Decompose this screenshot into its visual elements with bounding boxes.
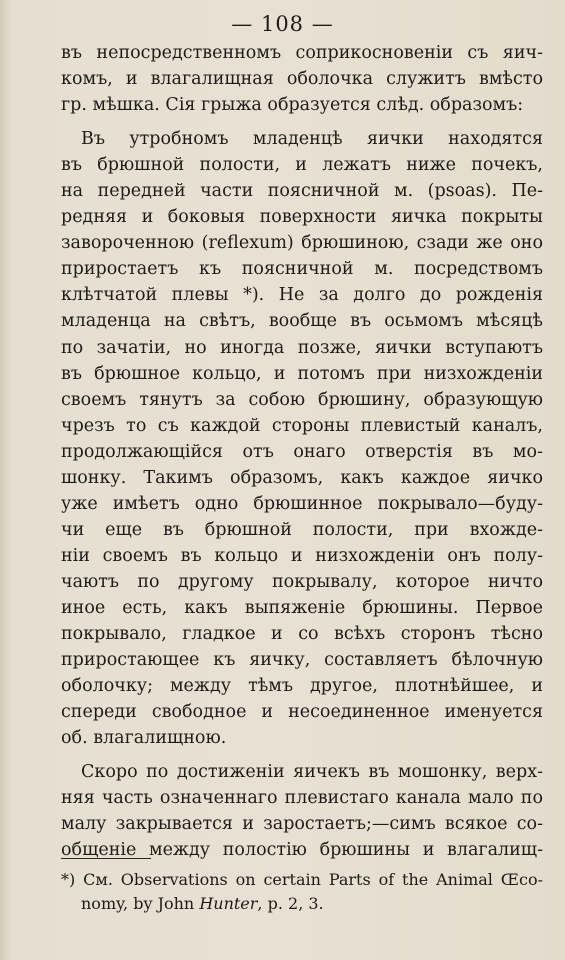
text-line: чаютъ по другому покрывалу, которое ничто	[61, 571, 543, 592]
text-line: спереди свободное и несоединенное именуется	[61, 702, 543, 723]
footnote-line	[61, 892, 543, 916]
text-line: нiи своемъ въ кольцо и низхожденiи онъ полу-	[61, 545, 543, 566]
text-line: малу закрывается и заростаетъ;—симъ всякое со-	[61, 814, 543, 835]
text-line: приростаетъ къ поясничной м. посредствомъ	[61, 259, 543, 280]
text-line: Скоро по достиженiи яичекъ въ мошонку, верх-	[81, 762, 543, 783]
text-line: въ брюшной полости, и лежатъ ниже почекъ,	[61, 155, 543, 176]
text-line: оболочку; между тѣмъ другое, плотнѣйшее, и	[61, 676, 543, 697]
page-number: — 108 —	[231, 12, 334, 36]
text-line: приростающее къ яичку, составляетъ бѣлочную	[61, 650, 543, 671]
footnote	[61, 868, 543, 916]
paragraph-gap	[61, 751, 543, 759]
text-line: продолжающiйся отъ онаго отверстiя въ мо-	[61, 441, 543, 462]
footnote-line: *) См. Observations on certain Parts of the Animal Œco-	[61, 870, 543, 889]
text-line: завороченною (reflexum) брюшиною, сзади же оно	[61, 233, 543, 254]
text-line: шонку. Такимъ образомъ, какъ каждое яичко	[61, 467, 543, 488]
text-line: чрезъ то съ каждой стороны плевистый каналъ,	[61, 415, 543, 436]
text-line: редняя и боковыя поверхности яичка покрыты	[61, 207, 543, 228]
text-line: няя часть означеннаго плевистаго канала мало по	[61, 788, 543, 809]
text-line: чи еще въ брюшной полости, при вхожде-	[61, 519, 543, 540]
text-line: своемъ тянутъ за собою брюшину, образующую	[61, 389, 543, 410]
footnote-author: Hunter	[199, 894, 258, 913]
footnote-text: , p. 2, 3.	[257, 894, 324, 913]
text-line: по зачатiи, но иногда позже, яички вступаютъ	[61, 337, 543, 358]
text-line: на передней части поясничной м. (psoas). Пе-	[61, 181, 543, 202]
body-text	[61, 40, 543, 863]
paragraph-gap	[61, 118, 543, 126]
text-line: въ брюшное кольцо, и потомъ при низхожденiи	[61, 363, 543, 384]
text-line: уже имѣетъ одно брюшинное покрывало—буду-	[61, 493, 543, 514]
text-line: клѣтчатой плевы *). Не за долго до рожденiя	[61, 285, 543, 306]
text-line: комъ, и влагалищная оболочка служитъ вмѣсто	[61, 69, 543, 90]
text-line: Въ утробномъ младенцѣ яички находятся	[81, 129, 543, 150]
text-line: общенiе между полостiю брюшины и влагалищ-	[61, 840, 543, 861]
text-line: младенца на свѣтъ, вообще въ осьмомъ мѣсяцѣ	[61, 311, 543, 332]
text-line: об. влагалищною.	[61, 728, 227, 749]
text-line: покрывало, гладкое и со всѣхъ сторонъ тѣсно	[61, 624, 543, 645]
footnote-rule	[61, 858, 151, 859]
text-line: иное есть, какъ выпяженiе брюшины. Первое	[61, 597, 543, 618]
footnote-text: nomy, by John	[81, 894, 200, 913]
text-line: въ непосредственномъ соприкосновенiи съ яич-	[61, 43, 543, 63]
text-line: гр. мѣшка. Сiя грыжа образуется слѣд. образомъ:	[61, 95, 524, 116]
